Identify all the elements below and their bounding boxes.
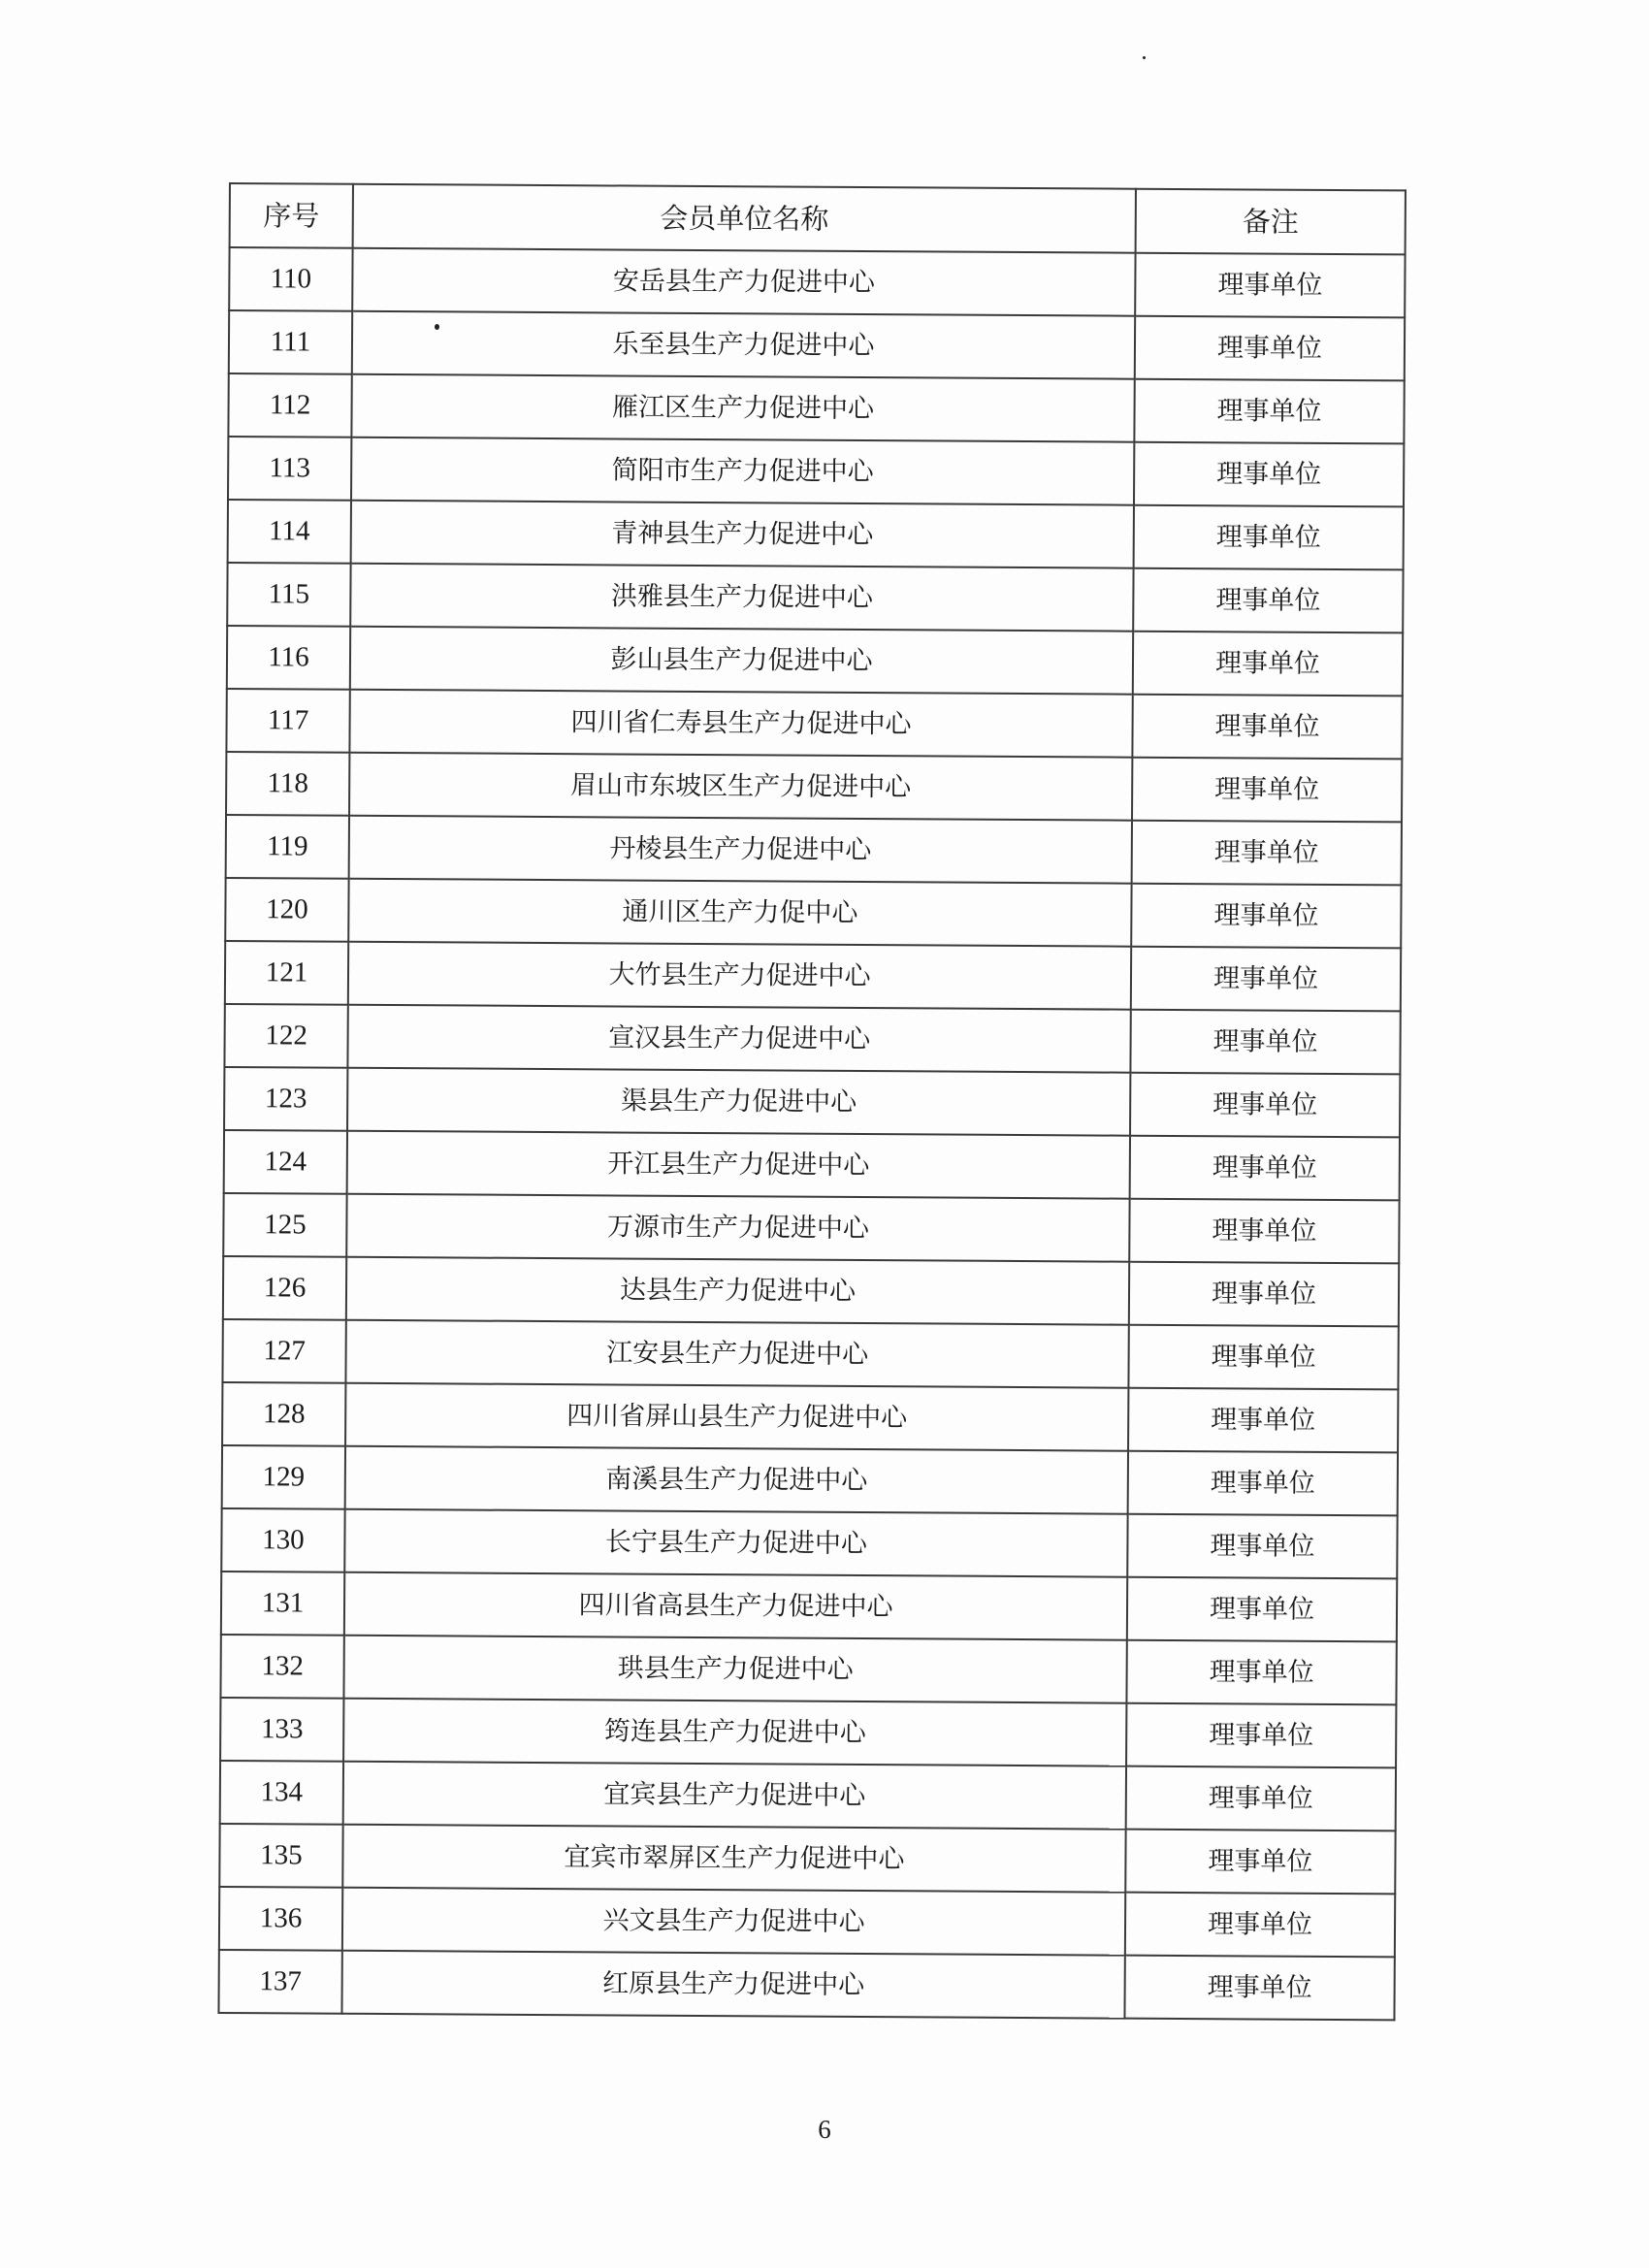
- table-row: [228, 373, 1404, 443]
- table-row: [221, 1508, 1397, 1578]
- table-row: [218, 1950, 1394, 2020]
- table-row: [226, 752, 1402, 822]
- table-row: [224, 1067, 1400, 1137]
- table-row: [228, 437, 1404, 506]
- table-row: [225, 941, 1401, 1011]
- member-name-cell: 长宁县生产力促进中心: [344, 1509, 1127, 1577]
- table-row: [225, 878, 1401, 948]
- member-name-cell: 江安县生产力促进中心: [345, 1320, 1128, 1388]
- serial-number-cell: 121: [225, 941, 348, 1005]
- remarks-cell: 理事单位: [1125, 1893, 1395, 1958]
- serial-number-cell: 120: [225, 878, 348, 942]
- member-name-cell: 开江县生产力促进中心: [347, 1131, 1130, 1199]
- member-name-cell: 珙县生产力促进中心: [343, 1636, 1126, 1703]
- serial-number-cell: 110: [229, 247, 352, 311]
- serial-number-cell: 136: [219, 1887, 342, 1951]
- table-row: [220, 1698, 1396, 1767]
- serial-number-cell: 127: [222, 1319, 345, 1383]
- member-name-cell: 安岳县生产力促进中心: [352, 248, 1135, 316]
- member-name-cell: 南溪县生产力促进中心: [345, 1446, 1128, 1514]
- remarks-cell: 理事单位: [1127, 1514, 1397, 1579]
- member-name-cell: 兴文县生产力促进中心: [342, 1888, 1125, 1956]
- remarks-cell: 理事单位: [1128, 1325, 1398, 1390]
- member-name-cell: 红原县生产力促进中心: [341, 1951, 1124, 2019]
- serial-number-cell: 122: [224, 1004, 347, 1068]
- member-name-cell: 大竹县生产力促进中心: [348, 942, 1131, 1010]
- remarks-cell: 理事单位: [1127, 1577, 1397, 1642]
- serial-number-cell: 114: [228, 500, 351, 564]
- table-row: [228, 500, 1404, 569]
- serial-number-cell: 115: [227, 563, 350, 627]
- serial-number-cell: 128: [222, 1382, 345, 1446]
- member-name-cell: 宜宾市翠屏区生产力促进中心: [342, 1825, 1125, 1893]
- remarks-cell: 理事单位: [1134, 379, 1404, 444]
- table-row: [229, 310, 1405, 380]
- table-row: [222, 1319, 1398, 1389]
- remarks-cell: 理事单位: [1124, 1956, 1394, 2021]
- serial-number-cell: 118: [226, 752, 349, 816]
- member-name-cell: 丹棱县生产力促进中心: [349, 816, 1132, 884]
- member-name-cell: 达县生产力促进中心: [346, 1257, 1129, 1325]
- remarks-cell: 理事单位: [1129, 1262, 1399, 1327]
- remarks-cell: 理事单位: [1130, 1010, 1400, 1075]
- serial-number-cell: 129: [222, 1445, 345, 1509]
- member-name-cell: 渠县生产力促进中心: [347, 1068, 1130, 1136]
- table-row: [220, 1761, 1396, 1831]
- remarks-cell: 理事单位: [1133, 568, 1403, 633]
- remarks-cell: 理事单位: [1130, 1136, 1400, 1201]
- table-row: [227, 563, 1403, 632]
- serial-number-cell: 126: [223, 1256, 346, 1320]
- member-name-cell: 万源市生产力促进中心: [346, 1194, 1129, 1262]
- remarks-cell: 理事单位: [1130, 1073, 1400, 1138]
- member-name-cell: 四川省高县生产力促进中心: [344, 1572, 1127, 1640]
- table-row: [227, 626, 1403, 696]
- serial-number-cell: 111: [229, 310, 352, 374]
- member-name-cell: 通川区生产力促中心: [348, 879, 1131, 947]
- remarks-cell: 理事单位: [1128, 1388, 1398, 1453]
- table-body: [218, 247, 1405, 2020]
- table-row: [220, 1635, 1396, 1704]
- member-name-cell: 乐至县生产力促进中心: [352, 311, 1135, 379]
- remarks-cell: 理事单位: [1132, 758, 1402, 823]
- header-serial-number: 序号: [230, 183, 353, 248]
- table-row: [224, 1004, 1400, 1074]
- serial-number-cell: 124: [224, 1130, 347, 1194]
- serial-number-cell: 134: [220, 1761, 343, 1825]
- member-name-cell: 洪雅县生产力促进中心: [350, 564, 1133, 632]
- serial-number-cell: 130: [221, 1508, 344, 1572]
- serial-number-cell: 117: [226, 689, 349, 753]
- serial-number-cell: 125: [223, 1193, 346, 1257]
- table-row: [222, 1382, 1398, 1452]
- scan-speck: [1143, 56, 1146, 59]
- remarks-cell: 理事单位: [1134, 442, 1404, 507]
- serial-number-cell: 116: [227, 626, 350, 690]
- serial-number-cell: 131: [221, 1571, 344, 1636]
- remarks-cell: 理事单位: [1129, 1199, 1399, 1264]
- remarks-cell: 理事单位: [1132, 821, 1402, 886]
- table-row: [229, 247, 1405, 317]
- remarks-cell: 理事单位: [1134, 505, 1404, 570]
- serial-number-cell: 133: [220, 1698, 343, 1762]
- table-row: [226, 689, 1402, 759]
- remarks-cell: 理事单位: [1132, 695, 1402, 760]
- serial-number-cell: 119: [226, 815, 349, 879]
- member-name-cell: 四川省仁寿县生产力促进中心: [349, 690, 1132, 758]
- remarks-cell: 理事单位: [1126, 1766, 1396, 1831]
- table-row: [219, 1887, 1395, 1957]
- member-name-cell: 彭山县生产力促进中心: [350, 627, 1133, 695]
- remarks-cell: 理事单位: [1135, 253, 1405, 318]
- serial-number-cell: 137: [218, 1950, 341, 2014]
- serial-number-cell: 123: [224, 1067, 347, 1131]
- serial-number-cell: 113: [228, 437, 351, 501]
- member-table: [217, 182, 1406, 2021]
- table-row: [224, 1130, 1400, 1200]
- page-number: 6: [818, 2115, 831, 2144]
- table-row: [223, 1193, 1399, 1263]
- table-row: [226, 815, 1402, 885]
- remarks-cell: 理事单位: [1135, 316, 1405, 381]
- serial-number-cell: 135: [219, 1824, 342, 1888]
- remarks-cell: 理事单位: [1131, 884, 1401, 949]
- header-member-name: 会员单位名称: [353, 184, 1136, 253]
- serial-number-cell: 132: [220, 1635, 343, 1699]
- table-row: [222, 1445, 1398, 1515]
- member-name-cell: 青神县生产力促进中心: [351, 501, 1134, 568]
- member-name-cell: 宣汉县生产力促进中心: [347, 1005, 1130, 1073]
- member-name-cell: 雁江区生产力促进中心: [351, 374, 1134, 442]
- table-row: [223, 1256, 1399, 1326]
- serial-number-cell: 112: [228, 373, 351, 437]
- remarks-cell: 理事单位: [1126, 1703, 1396, 1768]
- remarks-cell: 理事单位: [1133, 632, 1403, 697]
- remarks-cell: 理事单位: [1125, 1830, 1395, 1895]
- member-name-cell: 四川省屏山县生产力促进中心: [345, 1383, 1128, 1451]
- header-remarks: 备注: [1136, 189, 1406, 255]
- member-name-cell: 筠连县生产力促进中心: [343, 1699, 1126, 1766]
- table-header-row: [230, 183, 1406, 254]
- remarks-cell: 理事单位: [1131, 947, 1401, 1012]
- remarks-cell: 理事单位: [1126, 1640, 1396, 1705]
- member-name-cell: 眉山市东坡区生产力促进中心: [349, 753, 1132, 821]
- table-row: [219, 1824, 1395, 1894]
- remarks-cell: 理事单位: [1128, 1451, 1398, 1516]
- table-row: [221, 1571, 1397, 1641]
- member-name-cell: 宜宾县生产力促进中心: [343, 1762, 1126, 1830]
- member-name-cell: 简阳市生产力促进中心: [351, 437, 1134, 505]
